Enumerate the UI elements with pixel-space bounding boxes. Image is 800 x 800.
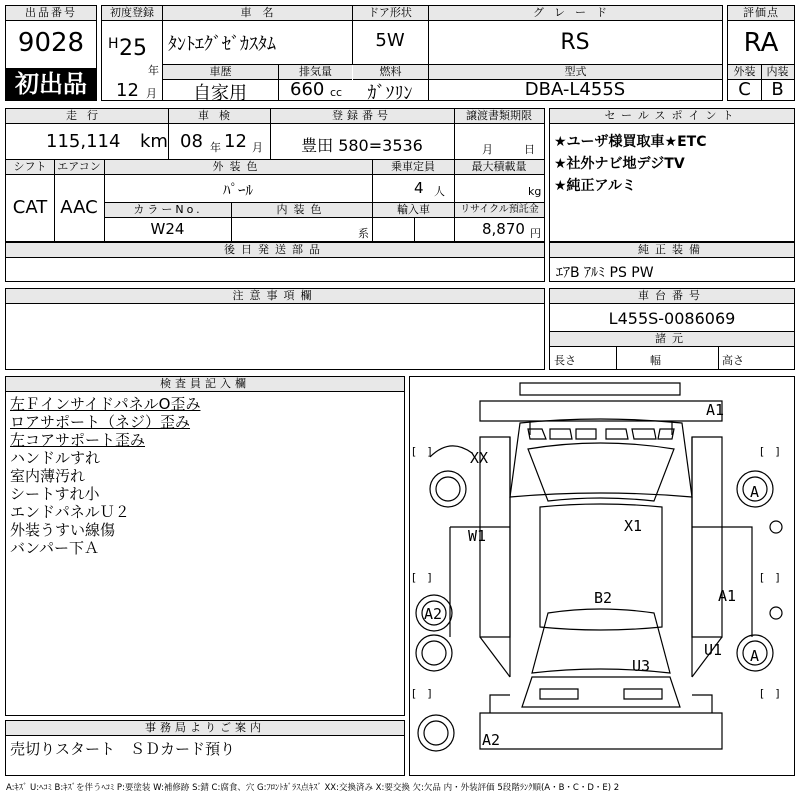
damage-xx: XX: [470, 449, 489, 467]
ext-score-header: 外装: [728, 65, 761, 80]
shift-value: CAT: [12, 197, 48, 218]
shift-header: シフト: [6, 160, 54, 175]
equipment-header: 純正装備: [550, 243, 794, 258]
recycle-header: リサイクル預託金: [455, 203, 544, 218]
damage-a1-right: A1: [718, 587, 737, 605]
sales-point-1: ★ユーザ様買取車★ETC: [554, 134, 707, 150]
first-listing-badge: 初出品: [6, 68, 96, 100]
mileage-header: 走行: [6, 109, 168, 124]
transfer-month-unit: 月: [482, 143, 493, 156]
inspector-line: ロアサポート（ネジ）歪み: [10, 413, 191, 431]
recycle-value: 8,870: [482, 220, 525, 238]
mileage-value: 115,114: [46, 131, 121, 152]
damage-a-rear-right-wheel: A: [750, 647, 760, 665]
inspector-header: 検査員記入欄: [6, 377, 404, 392]
ext-color-header: 外装色: [104, 160, 372, 175]
fuel-value: ｶﾞｿﾘﾝ: [367, 83, 413, 104]
capacity-header: 乗車定員: [372, 160, 454, 175]
damage-a-front-right-wheel: A: [750, 483, 760, 501]
damage-w1: W1: [468, 527, 487, 545]
ext-score: C: [738, 79, 751, 100]
score-box: [727, 5, 795, 101]
aircon-header: エアコン: [54, 160, 104, 175]
inspection-month: 12: [224, 131, 247, 152]
mileage-unit: km: [140, 131, 168, 152]
bracket-tl: [ ]: [412, 445, 432, 458]
history-header: 車歴: [163, 65, 278, 80]
later-parts-header: 後日発送部品: [6, 243, 544, 258]
first-reg-year: 25: [119, 36, 147, 61]
later-parts-box: [5, 242, 545, 282]
damage-u3: U3: [632, 657, 651, 675]
inspector-notes: [10, 395, 200, 557]
equipment-value: ｴｱB ｱﾙﾐ PS PW: [556, 265, 654, 281]
import-header: 輸入車: [373, 203, 454, 218]
main-info-box: [101, 5, 723, 104]
max-load-header: 最大積載量: [454, 160, 544, 175]
lot-box: [5, 5, 97, 101]
bracket-br: [ ]: [760, 687, 780, 700]
bracket-tr: [ ]: [760, 445, 780, 458]
damage-a2-rear: A2: [482, 731, 501, 749]
damage-a1-front: A1: [706, 401, 725, 419]
damage-a2-left: A2: [424, 605, 443, 623]
notes-header: 注意事項欄: [6, 289, 544, 304]
lot-header: 出品番号: [6, 6, 96, 21]
inspector-box: [5, 376, 405, 716]
sales-point-box: [549, 108, 795, 242]
int-score: B: [771, 79, 784, 100]
model-value: DBA-L455S: [524, 79, 626, 100]
inspector-line: 左コアサポート歪み: [10, 431, 146, 449]
first-reg-year-unit: 年: [148, 64, 159, 77]
inspection-year-unit: 年: [210, 141, 221, 154]
equipment-box: [549, 242, 795, 282]
fuel-header: 燃料: [353, 65, 428, 80]
int-color-header: 内装色: [232, 203, 372, 218]
displacement-value: 660: [290, 79, 325, 100]
int-score-header: 内装: [761, 65, 794, 80]
door-type: 5W: [375, 30, 405, 51]
first-reg-month: 12: [116, 80, 139, 101]
dims-width: 幅: [650, 354, 661, 367]
max-load-unit: kg: [528, 185, 542, 198]
chassis-header: 車台番号: [550, 289, 794, 304]
grade-header: グレード: [428, 6, 722, 21]
capacity-unit: 人: [434, 185, 445, 198]
aircon-value: AAC: [60, 197, 98, 218]
damage-b2: B2: [594, 589, 613, 607]
first-reg-header: 初度登録: [102, 6, 162, 21]
inspector-line: 左ＦインサイドパネルO歪み: [10, 395, 201, 413]
inspector-line: バンパー下Ａ: [10, 539, 99, 557]
inspector-line: シートすれ小: [10, 485, 100, 503]
displacement-unit: cc: [330, 86, 343, 99]
inspection-year: 08: [180, 131, 203, 152]
transfer-header: 譲渡書類期限: [454, 109, 544, 124]
sales-point-header: セールスポイント: [550, 109, 794, 124]
ext-color-value: ﾊﾟｰﾙ: [222, 181, 253, 199]
color-no-value: W24: [150, 220, 185, 238]
recycle-unit: 円: [530, 227, 541, 240]
damage-diagram-box: [409, 376, 795, 776]
chassis-value: L455S-0086069: [608, 309, 736, 328]
notes-box: [5, 288, 545, 370]
lot-number: 9028: [17, 28, 85, 58]
int-color-unit: 系: [358, 227, 369, 240]
inspector-line: エンドパネルＵ２: [10, 503, 130, 521]
office-header: 事務局よりご案内: [6, 721, 404, 736]
inspector-line: 外装うすい線傷: [10, 521, 116, 539]
car-diagram: [410, 377, 794, 775]
color-no-header: カラーNo.: [105, 203, 231, 218]
reg-no-value: 豊田 580=3536: [301, 136, 423, 155]
inspector-line: 室内薄汚れ: [10, 467, 86, 485]
reg-no-header: 登録番号: [270, 109, 454, 124]
dims-length: 長さ: [554, 354, 576, 367]
transfer-day-unit: 日: [524, 143, 535, 156]
door-header: ドア形状: [352, 6, 428, 21]
bracket-mr: [ ]: [760, 571, 780, 584]
inspection-month-unit: 月: [252, 141, 263, 154]
office-box: [5, 720, 405, 776]
damage-x1: X1: [624, 517, 643, 535]
car-name: ﾀﾝﾄｴｸﾞｾﾞｶｽﾀﾑ: [168, 34, 276, 55]
sales-point-3: ★純正アルミ: [554, 178, 636, 194]
bracket-ml: [ ]: [412, 571, 432, 584]
history-value: 自家用: [193, 83, 247, 104]
first-reg-month-unit: 月: [146, 87, 157, 100]
office-value: 売切りスタート ＳＤカード預り: [10, 740, 236, 758]
first-reg-era: H: [108, 36, 119, 52]
score-value: RA: [743, 28, 779, 58]
sales-point-2: ★社外ナビ地デジTV: [554, 156, 685, 172]
car-name-header: 車 名: [162, 6, 352, 21]
inspector-line: ハンドルすれ: [10, 449, 101, 467]
model-header: 型式: [429, 65, 722, 80]
dims-height: 高さ: [722, 354, 744, 367]
chassis-box: [549, 288, 795, 370]
capacity-value: 4: [414, 179, 424, 197]
bracket-bl: [ ]: [412, 687, 432, 700]
displacement-header: 排気量: [279, 65, 352, 80]
mid-info-box: [5, 108, 545, 242]
grade-value: RS: [560, 30, 590, 55]
legend: A:ｷｽﾞ U:ﾍｺﾐ B:ｷｽﾞを伴うﾍｺﾐ P:要塗装 W:補修跡 S:錆 C:腐食、穴 G:ﾌﾛﾝﾄｶﾞﾗｽ点ｷｽﾞ XX:交換済み X:要交換 欠:欠品 内・外装評価 5段階ﾗﾝｸ順(A・B・C・D・E) 2: [6, 783, 620, 793]
inspection-header: 車検: [168, 109, 270, 124]
damage-u1: U1: [704, 641, 723, 659]
dims-header: 諸元: [550, 332, 794, 347]
score-header: 評価点: [728, 6, 794, 21]
